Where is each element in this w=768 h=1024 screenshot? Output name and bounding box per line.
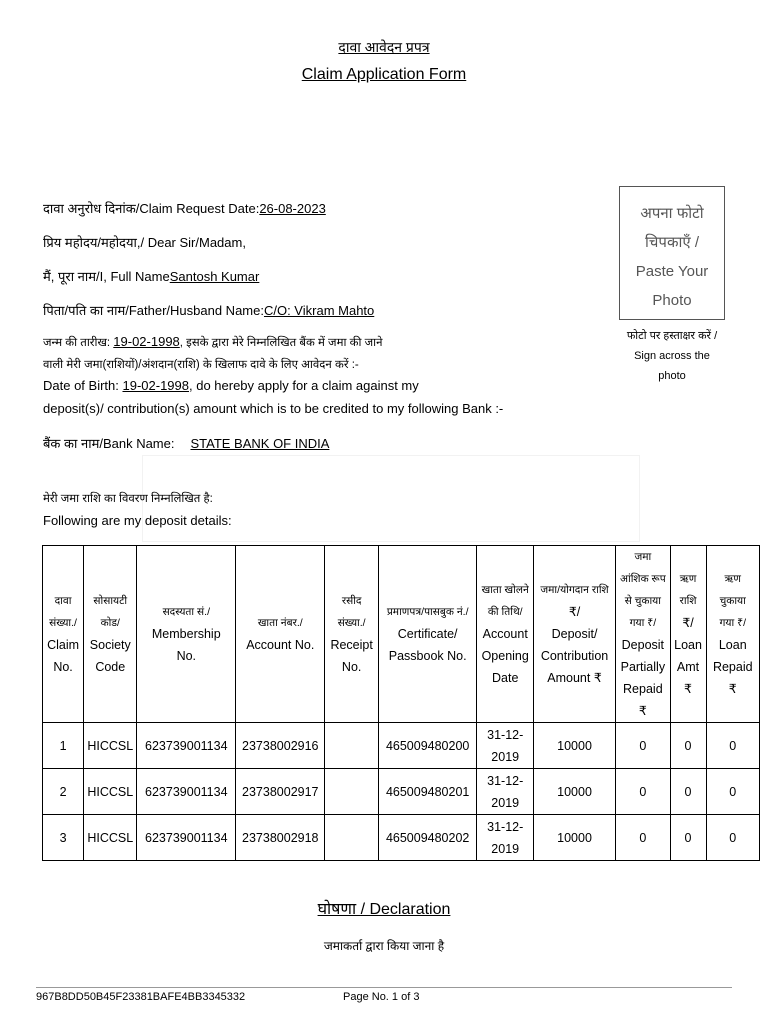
column-header-line: गया ₹/ <box>629 617 657 629</box>
column-header-line: ₹/ <box>568 605 581 619</box>
cell-repaid: 0 <box>706 723 760 769</box>
deposit-details-hindi: मेरी जमा राशि का विवरण निम्नलिखित है: <box>43 493 213 505</box>
column-header <box>533 546 615 723</box>
table-row <box>43 769 760 815</box>
claim-request-date: 26-08-2023 <box>259 201 326 216</box>
full-name-line: मैं, पूरा नाम/I, Full NameSantosh Kumar <box>43 269 260 284</box>
column-header-line: Passbook No. <box>388 649 467 663</box>
sign-note-2: Sign across the <box>634 350 710 362</box>
cell-partial: 0 <box>616 815 670 861</box>
cell-account: 23738002917 <box>236 769 325 815</box>
column-header-line: ऋण <box>724 573 742 585</box>
cell-date <box>477 769 533 815</box>
cell-membership: 623739001134 <box>137 769 236 815</box>
cell-membership: 623739001134 <box>137 815 236 861</box>
column-header <box>670 546 706 723</box>
cell-repaid: 0 <box>706 769 760 815</box>
cell-date1: 31-12- <box>487 773 524 788</box>
cell-receipt <box>325 723 378 769</box>
cell-amount: 10000 <box>533 769 615 815</box>
column-header-line: No. <box>176 649 197 663</box>
column-header <box>236 546 325 723</box>
full-name-value: Santosh Kumar <box>169 269 260 284</box>
sign-note-3: photo <box>658 370 686 382</box>
column-header-line: Opening <box>481 649 529 663</box>
column-header-line: Date <box>492 671 519 685</box>
column-header <box>378 546 477 723</box>
column-header <box>616 546 670 723</box>
cell-society: HICCSL <box>84 815 137 861</box>
declaration-subtitle: जमाकर्ता द्वारा किया जाना है <box>323 939 445 953</box>
column-header-line: No. <box>341 660 362 674</box>
form-title: Claim Application Form <box>301 66 467 83</box>
dob-english-value: 19-02-1998 <box>122 378 189 393</box>
hindi-apply-line: वाली मेरी जमा(राशियों)/अंशदान(राशि) के खिलाफ दावे के लिए आवेदन करें :- <box>43 359 359 371</box>
photo-label-3: Paste Your <box>635 263 709 280</box>
cell-receipt <box>325 769 378 815</box>
dob-hindi-value: 19-02-1998 <box>113 334 180 349</box>
father-name-line: पिता/पति का नाम/Father/Husband Name:C/O: Vikram Mahto <box>43 303 375 318</box>
cell-account: 23738002916 <box>236 723 325 769</box>
column-header-line: आंशिक रूप <box>619 573 666 585</box>
cell-date2: 2019 <box>491 795 520 810</box>
column-header <box>477 546 533 723</box>
column-header-line: Repaid <box>712 660 753 674</box>
sign-across-note <box>610 326 734 386</box>
column-header-line: प्रमाणपत्र/पासबुक नं./ <box>386 606 469 618</box>
cell-receipt <box>325 815 378 861</box>
column-header-line: चुकाया <box>719 595 746 607</box>
cell-certificate: 465009480201 <box>378 769 477 815</box>
table-row <box>43 815 760 861</box>
column-header-line: Certificate/ <box>397 627 458 641</box>
document-id: 967B8DD50B45F23381BAFE4BB3345332 <box>36 991 246 1003</box>
cell-date2: 2019 <box>491 749 520 764</box>
cell-date <box>477 815 533 861</box>
cell-claim: 3 <box>43 815 84 861</box>
column-header-line: Deposit/ <box>551 627 598 641</box>
deposit-details-english: Following are my deposit details: <box>43 513 232 528</box>
column-header <box>137 546 236 723</box>
column-header-line: संख्या./ <box>337 617 366 629</box>
photo-label-4: Photo <box>652 292 692 309</box>
column-header-line: ₹/ <box>682 616 694 630</box>
column-header-line: की तिथि/ <box>487 606 523 618</box>
deposit-table <box>42 545 760 861</box>
column-header-line: Repaid <box>623 682 663 696</box>
claim-request-date-line: दावा अनुरोध दिनांक/Claim Request Date:26-08-2023 <box>43 201 326 216</box>
column-header-line: से चुकाया <box>624 595 661 607</box>
column-header-line: सदस्यता सं./ <box>162 606 210 618</box>
column-header-line: राशि <box>679 595 697 607</box>
column-header-line: ऋण <box>679 573 697 585</box>
column-header-line: ₹ <box>684 682 692 696</box>
column-header-line: Membership <box>151 627 221 641</box>
cell-claim: 2 <box>43 769 84 815</box>
cell-repaid: 0 <box>706 815 760 861</box>
column-header-line: Partially <box>620 660 666 674</box>
cell-loan: 0 <box>670 769 706 815</box>
photo-box <box>619 186 725 320</box>
cell-certificate: 465009480200 <box>378 723 477 769</box>
column-header <box>43 546 84 723</box>
column-header-line: सोसायटी <box>93 595 128 607</box>
footer-divider <box>36 987 732 988</box>
cell-certificate: 465009480202 <box>378 815 477 861</box>
bank-name-value: STATE BANK OF INDIA <box>190 436 330 451</box>
column-header-line: खाता खोलने <box>481 584 529 596</box>
dob-hindi-line: जन्म की तारीख: 19-02-1998, इसके द्वारा मेरे निम्नलिखित बैंक में जमा की जाने <box>43 334 383 349</box>
faint-frame <box>142 455 640 542</box>
page-number: Page No. 1 of 3 <box>343 991 420 1003</box>
cell-date <box>477 723 533 769</box>
column-header-line: Claim <box>47 638 80 652</box>
table-row <box>43 723 760 769</box>
column-header <box>325 546 378 723</box>
column-header-line: संख्या./ <box>49 617 77 629</box>
cell-partial: 0 <box>616 769 670 815</box>
column-header <box>84 546 137 723</box>
form-title-hindi: दावा आवेदन प्रपत्र <box>338 39 430 55</box>
cell-loan: 0 <box>670 723 706 769</box>
column-header-line: Amt <box>676 660 700 674</box>
sign-note-1: फोटो पर हस्ताक्षर करें / <box>626 330 718 342</box>
column-header-line: No. <box>53 660 73 674</box>
column-header <box>706 546 760 723</box>
column-header-line: Contribution <box>540 649 609 663</box>
column-header-line: कोड/ <box>100 617 120 629</box>
column-header-line: दावा <box>54 595 72 607</box>
table-header-row <box>43 546 760 723</box>
cell-date1: 31-12- <box>487 727 524 742</box>
column-header-line: Loan <box>674 638 702 652</box>
cell-amount: 10000 <box>533 723 615 769</box>
column-header-line: Loan <box>718 638 747 652</box>
photo-label-2: चिपकाएँ / <box>645 234 699 251</box>
cell-account: 23738002918 <box>236 815 325 861</box>
cell-membership: 623739001134 <box>137 723 236 769</box>
column-header-line: Account No. <box>246 638 315 652</box>
column-header-line: Amount ₹ <box>547 671 602 685</box>
cell-loan: 0 <box>670 815 706 861</box>
dob-english-line: Date of Birth: 19-02-1998, do hereby apply for a claim against my <box>43 378 419 393</box>
column-header-line: ₹ <box>728 682 737 696</box>
cell-partial: 0 <box>616 723 670 769</box>
column-header-line: गया ₹/ <box>719 617 747 629</box>
cell-society: HICCSL <box>84 769 137 815</box>
cell-date2: 2019 <box>491 841 520 856</box>
column-header-line: जमा <box>634 551 652 563</box>
column-header-line: Receipt <box>330 638 373 652</box>
column-header-line: Account <box>482 627 528 641</box>
photo-label-1: अपना फोटो <box>640 205 704 222</box>
cell-date1: 31-12- <box>487 819 524 834</box>
column-header-line: जमा/योगदान राशि <box>540 584 609 596</box>
column-header-line: Code <box>95 660 126 674</box>
cell-claim: 1 <box>43 723 84 769</box>
salutation: प्रिय महोदय/महोदया,/ Dear Sir/Madam, <box>43 235 246 250</box>
bank-name-line: बैंक का नाम/Bank Name: STATE BANK OF INDIA <box>43 436 330 451</box>
column-header-line: ₹ <box>638 704 647 718</box>
cell-society: HICCSL <box>84 723 137 769</box>
column-header-line: Deposit <box>621 638 665 652</box>
declaration-title: घोषणा / Declaration <box>317 901 451 918</box>
father-name-value: C/O: Vikram Mahto <box>263 303 375 318</box>
column-header-line: Society <box>89 638 131 652</box>
cell-amount: 10000 <box>533 815 615 861</box>
deposit-claim-line: deposit(s)/ contribution(s) amount which is to be credited to my following Bank :- <box>43 401 504 416</box>
column-header-line: खाता नंबर./ <box>257 617 303 629</box>
column-header-line: रसीद <box>341 595 362 607</box>
